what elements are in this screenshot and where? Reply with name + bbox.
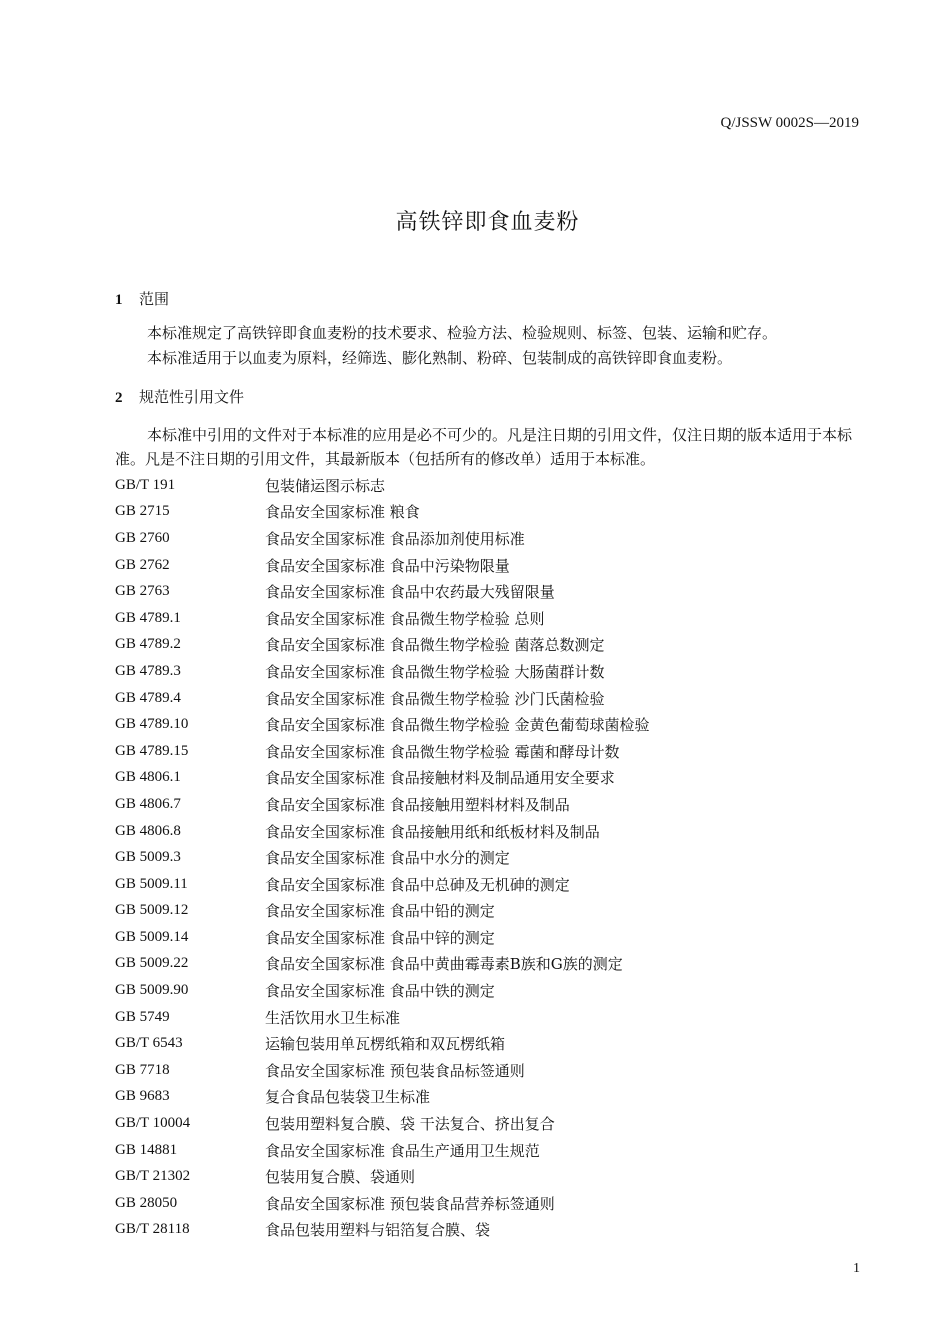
reference-code: GB 4789.2 — [115, 636, 181, 653]
reference-item — [115, 1110, 860, 1137]
reference-item — [115, 525, 860, 552]
reference-item — [115, 1163, 860, 1190]
reference-code: GB 5009.90 — [115, 982, 189, 999]
reference-code: GB 4789.4 — [115, 689, 181, 706]
reference-code: GB 4789.3 — [115, 662, 181, 679]
reference-item — [115, 711, 860, 738]
reference-name: 生活饮用水卫生标准 — [265, 1008, 401, 1027]
reference-code: GB 28050 — [115, 1194, 178, 1211]
reference-code: GB 4806.1 — [115, 769, 181, 786]
reference-item — [115, 951, 860, 978]
reference-item — [115, 1137, 860, 1164]
reference-name: 食品安全国家标准 食品接触材料及制品通用安全要求 — [265, 769, 615, 788]
reference-item — [115, 605, 860, 632]
scope-paragraph-1: 本标准规定了高铁锌即食血麦粉的技术要求、检验方法、检验规则、标签、包装、运输和贮存。 — [147, 324, 778, 342]
reference-name: 食品安全国家标准 食品接触用塑料材料及制品 — [265, 795, 570, 814]
reference-name: 食品安全国家标准 食品微生物学检验 霉菌和酵母计数 — [265, 742, 620, 761]
reference-name: 食品安全国家标准 食品微生物学检验 菌落总数测定 — [265, 636, 605, 655]
section-title: 规范性引用文件 — [139, 388, 245, 406]
reference-name: 包装用塑料复合膜、袋 干法复合、挤出复合 — [265, 1115, 555, 1134]
reference-code: GB 7718 — [115, 1061, 170, 1078]
reference-name: 食品安全国家标准 食品添加剂使用标准 — [265, 529, 525, 548]
reference-item — [115, 898, 860, 925]
reference-code: GB 4789.1 — [115, 609, 181, 626]
reference-name: 包装用复合膜、袋通则 — [265, 1168, 416, 1187]
reference-name: 运输包装用单瓦楞纸箱和双瓦楞纸箱 — [265, 1035, 506, 1054]
reference-name: 食品包装用塑料与铝箔复合膜、袋 — [265, 1221, 491, 1240]
reference-code: GB/T 10004 — [115, 1115, 191, 1132]
reference-code: GB 5009.11 — [115, 875, 188, 892]
reference-code: GB/T 28118 — [115, 1221, 190, 1238]
reference-item — [115, 765, 860, 792]
reference-item — [115, 924, 860, 951]
reference-item — [115, 818, 860, 845]
reference-item — [115, 791, 860, 818]
reference-name: 食品安全国家标准 食品接触用纸和纸板材料及制品 — [265, 822, 600, 841]
reference-name: 食品安全国家标准 食品微生物学检验 沙门氏菌检验 — [265, 689, 605, 708]
reference-name: 食品安全国家标准 食品中农药最大残留限量 — [265, 583, 555, 602]
reference-item — [115, 632, 860, 659]
reference-name: 食品安全国家标准 食品微生物学检验 大肠菌群计数 — [265, 662, 605, 681]
reference-item — [115, 552, 860, 579]
reference-name: 食品安全国家标准 食品中黄曲霉毒素B族和G族的测定 — [265, 955, 623, 974]
section-number: 2 — [115, 390, 123, 406]
reference-code: GB 5009.3 — [115, 849, 181, 866]
reference-name: 食品安全国家标准 预包装食品标签通则 — [265, 1061, 525, 1080]
reference-item — [115, 1190, 860, 1217]
reference-name: 包装储运图示标志 — [265, 476, 386, 495]
scope-paragraph-2: 本标准适用于以血麦为原料，经筛选、膨化熟制、粉碎、包装制成的高铁锌即食血麦粉。 — [147, 349, 733, 367]
reference-name: 食品安全国家标准 食品中水分的测定 — [265, 849, 510, 868]
reference-item — [115, 738, 860, 765]
reference-code: GB 2763 — [115, 583, 170, 600]
reference-name: 食品安全国家标准 食品中污染物限量 — [265, 556, 510, 575]
reference-name: 食品安全国家标准 食品微生物学检验 总则 — [265, 609, 545, 628]
reference-item — [115, 578, 860, 605]
reference-code: GB 9683 — [115, 1088, 170, 1105]
reference-name: 复合食品包装袋卫生标准 — [265, 1088, 431, 1107]
reference-name: 食品安全国家标准 食品中总砷及无机砷的测定 — [265, 875, 570, 894]
reference-item — [115, 1084, 860, 1111]
section-heading-normative-references — [115, 386, 244, 407]
reference-item — [115, 871, 860, 898]
reference-code: GB 5009.22 — [115, 955, 189, 972]
reference-name: 食品安全国家标准 食品中铁的测定 — [265, 982, 495, 1001]
reference-code: GB 2715 — [115, 503, 170, 520]
section-number: 1 — [115, 292, 123, 308]
reference-code: GB 4806.8 — [115, 822, 181, 839]
reference-name: 食品安全国家标准 粮食 — [265, 503, 420, 522]
reference-code: GB/T 191 — [115, 476, 176, 493]
reference-code: GB 5749 — [115, 1008, 170, 1025]
reference-item — [115, 1030, 860, 1057]
references-intro-paragraph: 本标准中引用的文件对于本标准的应用是必不可少的。凡是注日期的引用文件，仅注日期的版本适用于本标准。凡是不注日期的引用文件，其最新版本（包括所有的修改单）适用于本标准。 — [115, 426, 853, 468]
reference-code: GB 2762 — [115, 556, 170, 573]
reference-code: GB 4789.15 — [115, 742, 189, 759]
reference-code: GB 14881 — [115, 1141, 178, 1158]
reference-item — [115, 1004, 860, 1031]
document-title: 高铁锌即食血麦粉 — [395, 210, 580, 235]
reference-code: GB/T 6543 — [115, 1035, 183, 1052]
reference-code: GB 5009.12 — [115, 902, 189, 919]
reference-code: GB 2760 — [115, 529, 170, 546]
reference-name: 食品安全国家标准 食品中铅的测定 — [265, 902, 495, 921]
reference-item — [115, 1217, 860, 1244]
reference-name: 食品安全国家标准 食品生产通用卫生规范 — [265, 1141, 540, 1160]
reference-code: GB 5009.14 — [115, 928, 189, 945]
section-title: 范围 — [139, 290, 170, 308]
reference-code: GB 4806.7 — [115, 795, 181, 812]
reference-item — [115, 472, 860, 499]
page-number: 1 — [853, 1261, 860, 1276]
reference-item — [115, 499, 860, 526]
reference-item — [115, 844, 860, 871]
reference-name: 食品安全国家标准 食品中锌的测定 — [265, 928, 495, 947]
section-heading-scope — [115, 288, 169, 309]
reference-list — [115, 472, 860, 1243]
reference-code: GB 4789.10 — [115, 716, 189, 733]
reference-code: GB/T 21302 — [115, 1168, 191, 1185]
reference-item — [115, 658, 860, 685]
standard-code: Q/JSSW 0002S—2019 — [720, 115, 859, 131]
reference-item — [115, 685, 860, 712]
reference-item — [115, 977, 860, 1004]
reference-item — [115, 1057, 860, 1084]
reference-name: 食品安全国家标准 食品微生物学检验 金黄色葡萄球菌检验 — [265, 716, 650, 735]
reference-name: 食品安全国家标准 预包装食品营养标签通则 — [265, 1194, 555, 1213]
